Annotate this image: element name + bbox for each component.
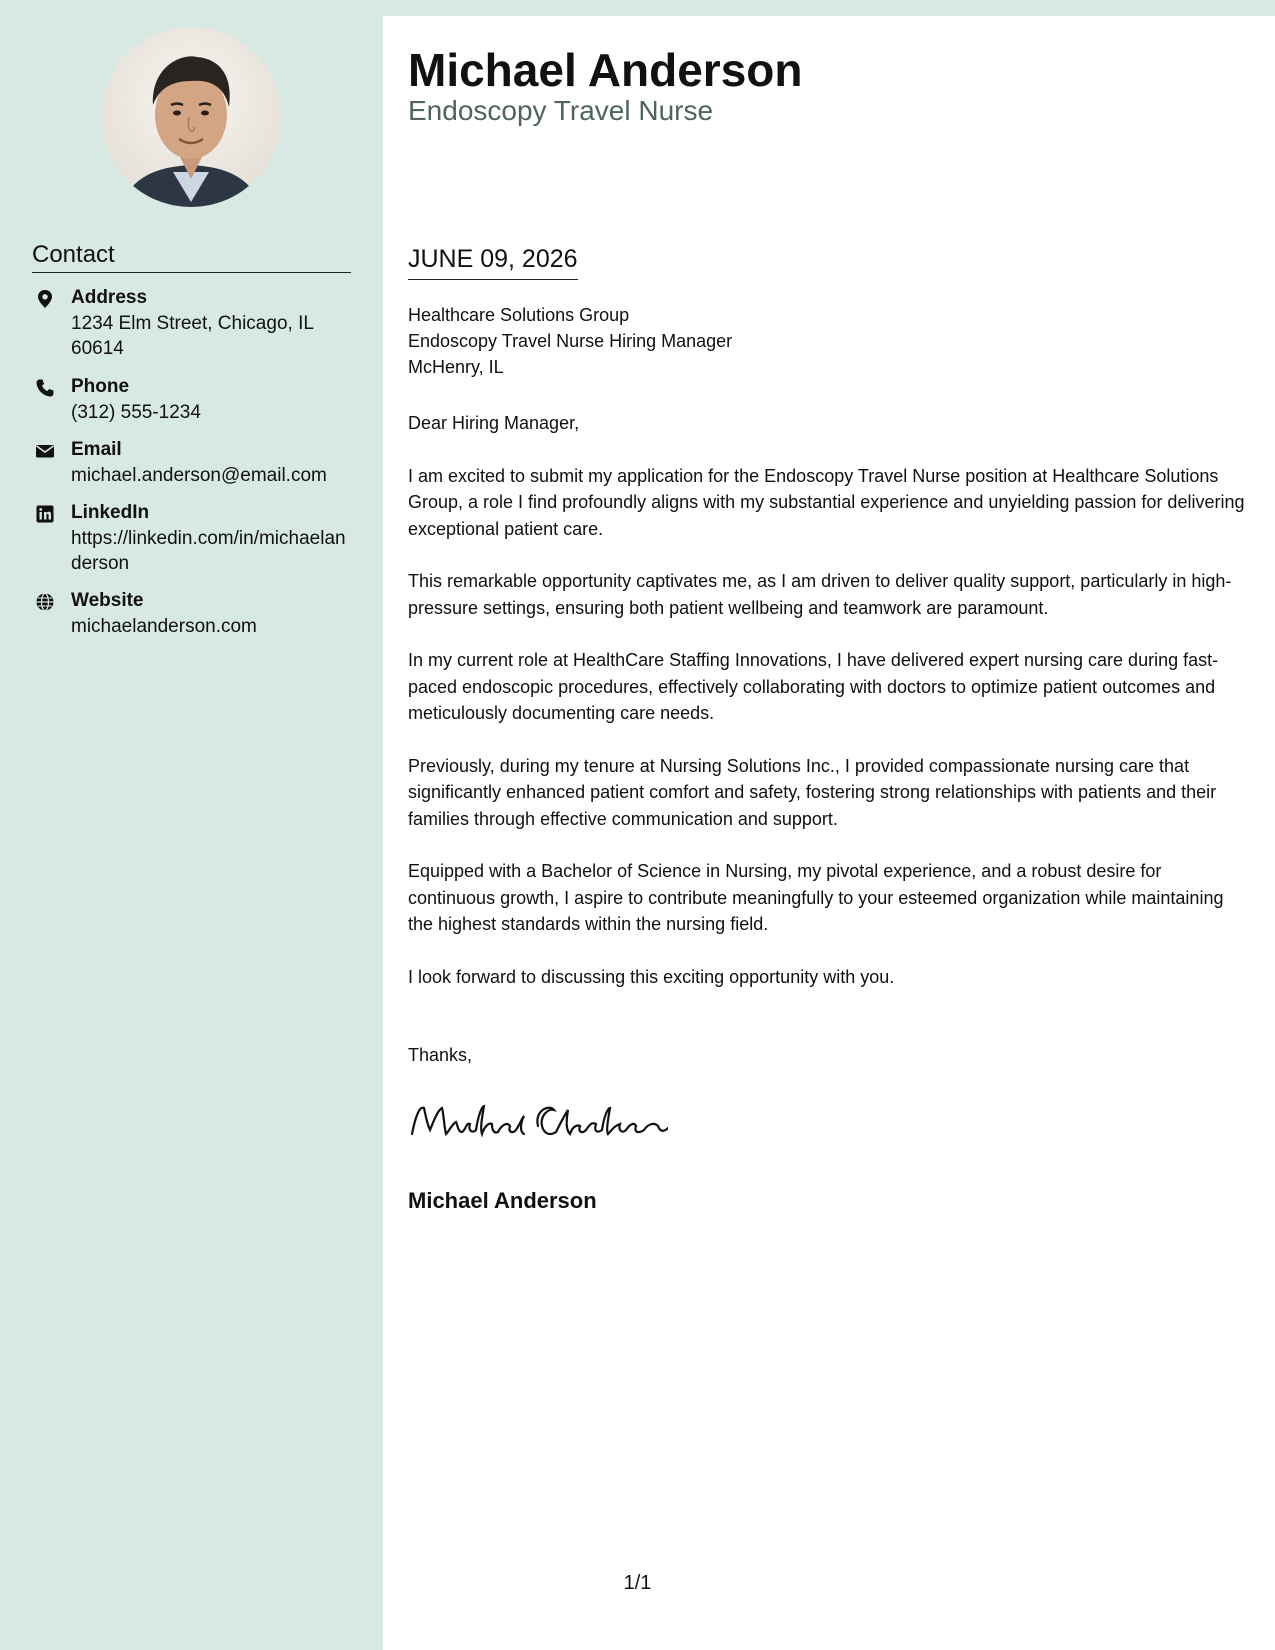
body-paragraph: I am excited to submit my application for the Endoscopy Travel Nurse position at Healthcare Solutions Group, a role I find profoundly aligns with my substantial experience and unyielding passion for delivering exceptional patient care. (408, 465, 1245, 539)
profile-photo (101, 27, 281, 207)
recipient-location: McHenry, IL (408, 357, 504, 377)
handwritten-signature (408, 1096, 668, 1144)
address-value: 1234 Elm Street, Chicago, IL 60614 (71, 313, 314, 359)
phone-label: Phone (71, 376, 130, 397)
recipient-block (408, 302, 732, 380)
job-title: Endoscopy Travel Nurse (408, 95, 714, 126)
linkedin-icon (35, 504, 55, 524)
body-paragraph: This remarkable opportunity captivates me, as I am driven to deliver quality support, particularly in high-pressure settings, ensuring both patient wellbeing and teamwork are paramount. (408, 571, 1232, 618)
closing: Thanks, (408, 1045, 473, 1065)
address-label: Address (71, 287, 148, 308)
linkedin-label: LinkedIn (71, 502, 150, 523)
body-paragraph: I look forward to discussing this exciting opportunity with you. (408, 966, 895, 987)
website-label: Website (71, 590, 144, 611)
letter-date: JUNE 09, 2026 (408, 243, 578, 280)
map-pin-icon (35, 289, 55, 309)
greeting: Dear Hiring Manager, (408, 413, 580, 433)
linkedin-value: https://linkedin.com/in/michaelanderson (71, 528, 346, 574)
page-number: 1/1 (623, 1572, 652, 1594)
avatar (101, 27, 281, 207)
contact-heading: Contact (32, 240, 351, 273)
email-value: michael.anderson@email.com (71, 465, 327, 486)
website-value: michaelanderson.com (71, 616, 257, 637)
signature-drawing (408, 1096, 668, 1144)
body-paragraph: In my current role at HealthCare Staffing Innovations, I have delivered expert nursing care during fast-paced endoscopic procedures, effectively collaborating with doctors to optimize patient outcomes and meticulously documenting care needs. (408, 650, 1219, 723)
globe-icon (35, 592, 55, 612)
letter-body (408, 410, 1253, 1016)
envelope-icon (35, 441, 55, 461)
recipient-role: Endoscopy Travel Nurse Hiring Manager (408, 331, 733, 351)
applicant-name: Michael Anderson (408, 44, 803, 96)
recipient-company: Healthcare Solutions Group (408, 305, 630, 325)
body-paragraph: Equipped with a Bachelor of Science in Nursing, my pivotal experience, and a robust desire for continuous growth, I aspire to contribute meaningfully to your esteemed organization while maintaining the highest standards within the nursing field. (408, 861, 1224, 934)
phone-value: (312) 555-1234 (71, 402, 201, 423)
sidebar (0, 0, 383, 1650)
body-paragraph: Previously, during my tenure at Nursing Solutions Inc., I provided compassionate nursing care that significantly enhanced patient comfort and safety, fostering strong relationships with patients and their families through effective communication and support. (408, 755, 1217, 829)
phone-icon (35, 378, 55, 398)
signer-name: Michael Anderson (408, 1188, 597, 1213)
email-label: Email (71, 439, 122, 460)
